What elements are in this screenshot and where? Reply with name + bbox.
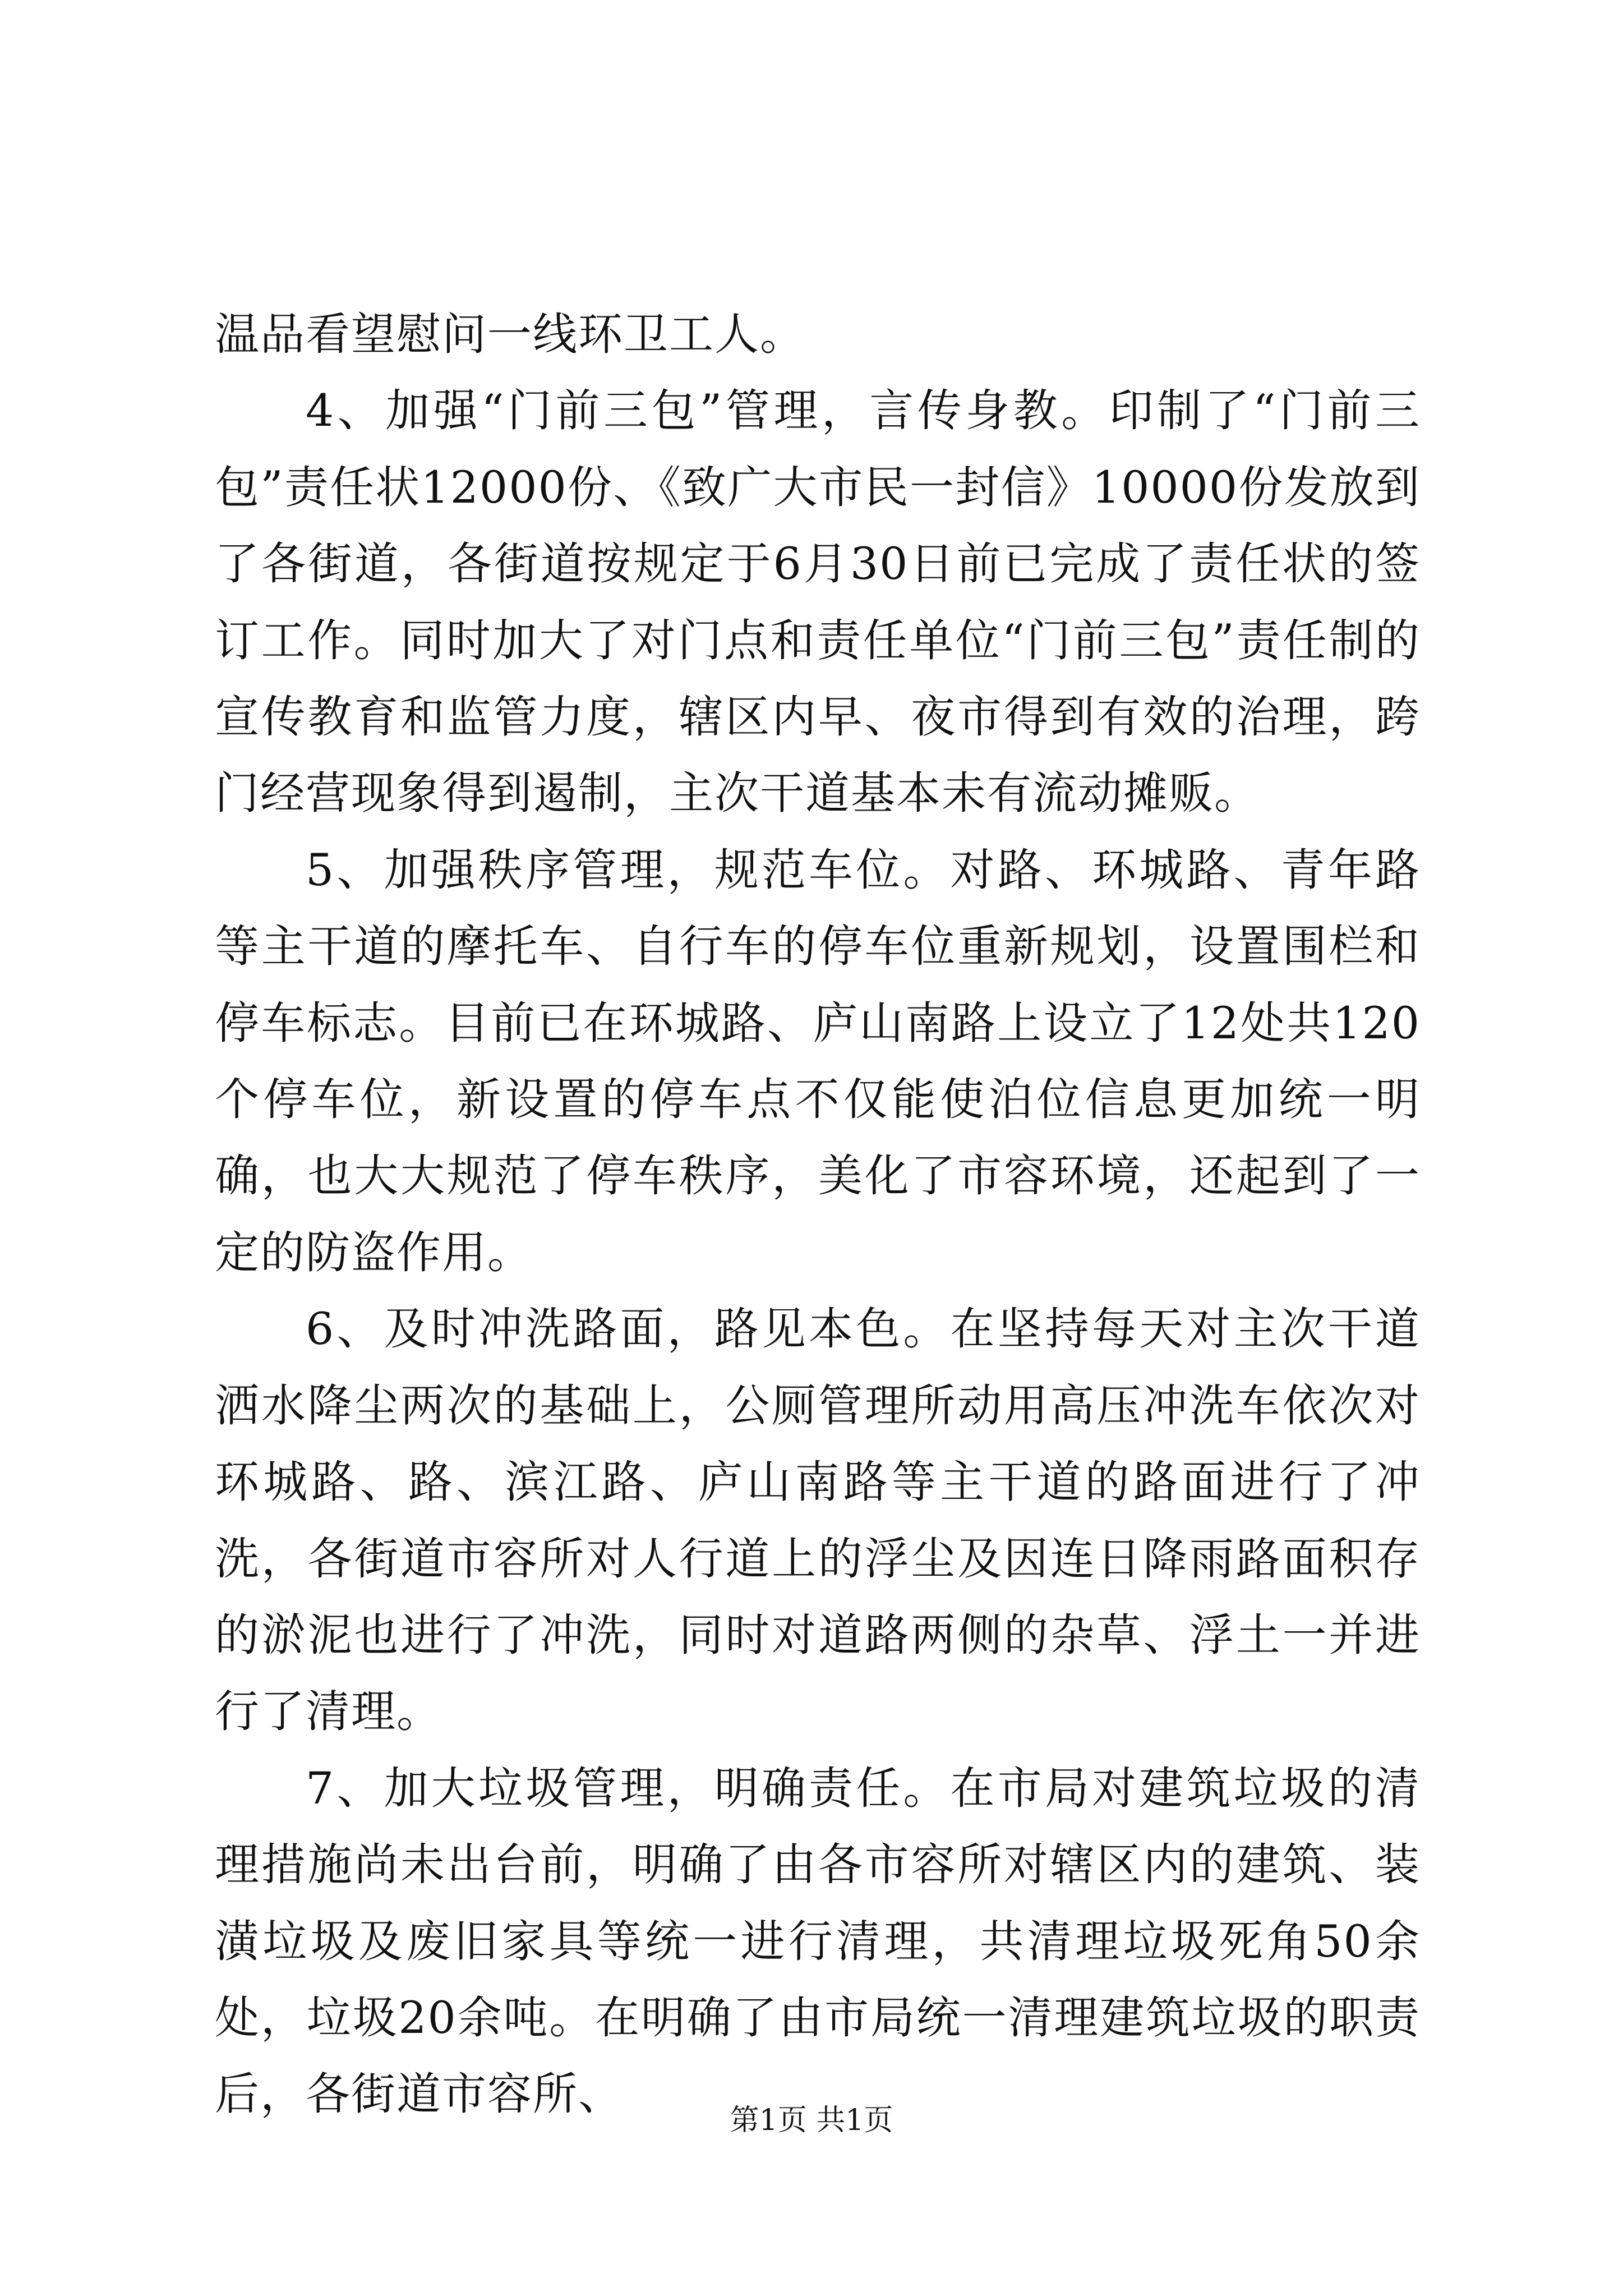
paragraph-item-7: 7、加大垃圾管理，明确责任。在市局对建筑垃圾的清理措施尚未出台前，明确了由各市容所对辖区内的建筑、装潢垃圾及废旧家具等统一进行清理，共清理垃圾死角50余处，垃圾20余吨。在明确了由市局统一清理建筑垃圾的职责后，各街道市容所、	[215, 1762, 1421, 2120]
paragraph-item-6: 6、及时冲洗路面，路见本色。在坚持每天对主次干道洒水降尘两次的基础上，公厕管理所动用高压冲洗车依次对环城路、路、滨江路、庐山南路等主干道的路面进行了冲洗，各街道市容所对人行道上的浮尘及因连日降雨路面积存的淤泥也进行了冲洗，同时对道路两侧的杂草、浮土一并进行了清理。	[215, 1303, 1421, 1738]
paragraph-item-4: 4、加强“门前三包”管理，言传身教。印制了“门前三包”责任状12000份、《致广大市民一封信》10000份发放到了各街道，各街道按规定于6月30日前已完成了责任状的签订工作。同时加大了对门点和责任单位“门前三包”责任制的宣传教育和监管力度，辖区内早、夜市得到有效的治理，跨门经营现象得到遏制，主次干道基本未有流动摊贩。	[215, 385, 1421, 820]
paragraph-item-5: 5、加强秩序管理，规范车位。对路、环城路、青年路等主干道的摩托车、自行车的停车位重新规划，设置围栏和停车标志。目前已在环城路、庐山南路上设立了12处共120个停车位，新设置的停车点不仅能使泊位信息更加统一明确，也大大规范了停车秩序，美化了市容环境，还起到了一定的防盗作用。	[215, 844, 1421, 1278]
paragraph-continuation: 温品看望慰问一线环卫工人。	[215, 309, 805, 360]
page-footer: 第1页 共1页	[730, 2104, 893, 2137]
document-body	[215, 296, 1421, 2133]
